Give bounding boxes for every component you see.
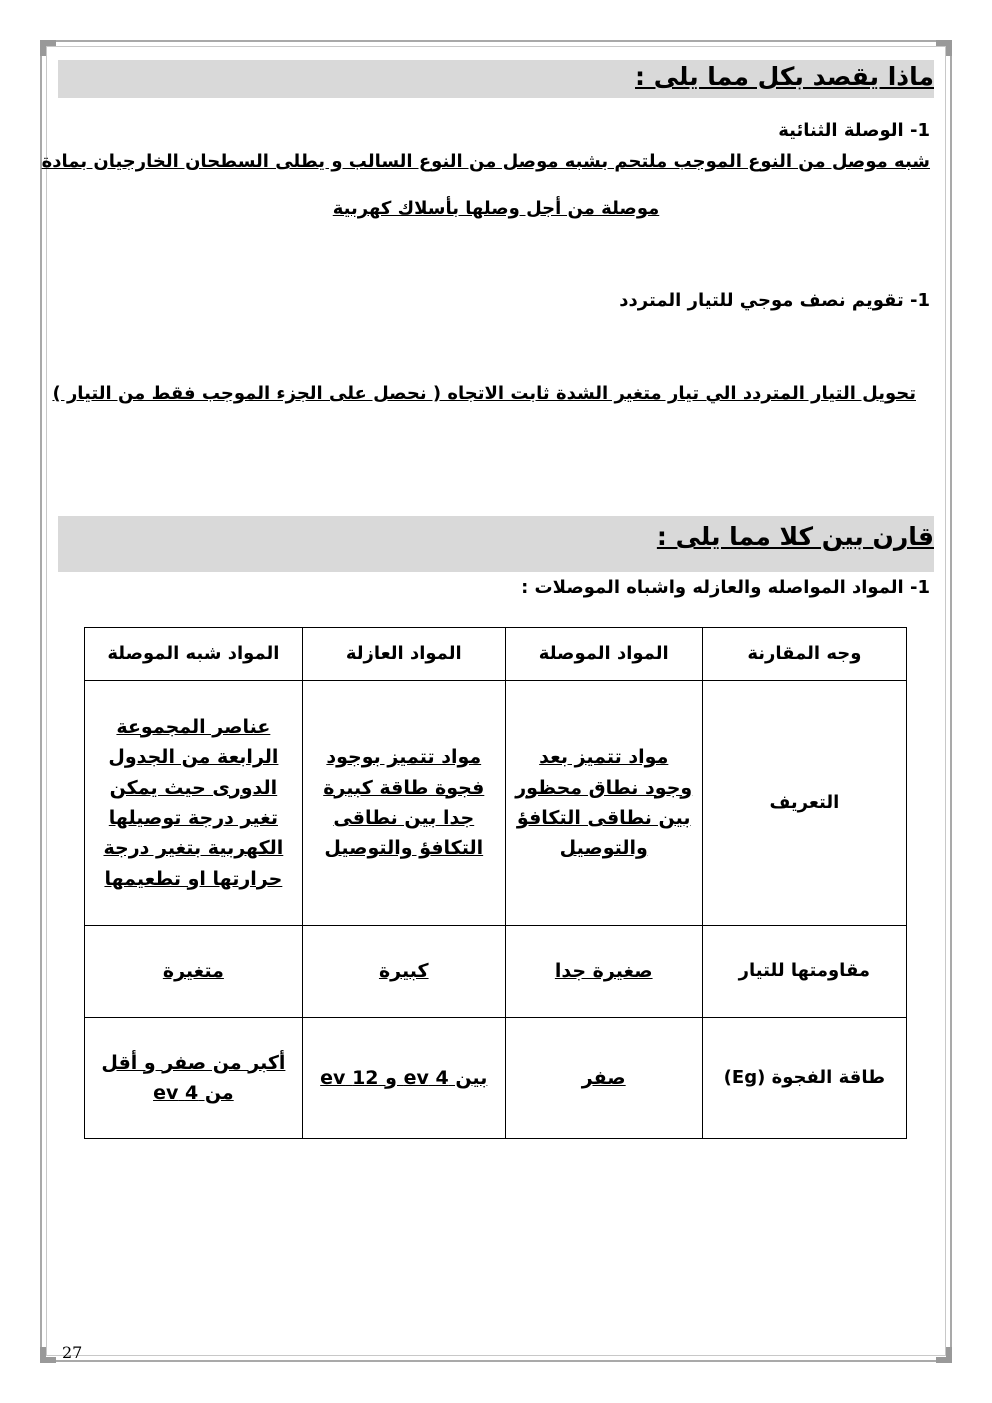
- section2-heading-band: [58, 516, 934, 572]
- section1-q1-answer-line2: موصلة من أجل وصلها بأسلاك كهربية: [332, 198, 660, 219]
- table-cell: بين 4 ev و 12 ev: [302, 1018, 505, 1139]
- section2-q1-label: 1- المواد المواصله والعازله واشباه الموصلات :: [521, 577, 930, 598]
- corner-ornament: [936, 40, 952, 56]
- table-cell: مواد تتميز بوجود فجوة طاقة كبيرة جدا بين نطاقى التكافؤ والتوصيل: [302, 681, 505, 926]
- table-cell: مواد تتميز بعد وجود نطاق محظور بين نطاقى التكافؤ والتوصيل: [505, 681, 702, 926]
- corner-ornament: [936, 1347, 952, 1363]
- table-row: [85, 926, 907, 1018]
- table-cell: عناصر المجموعة الرابعة من الجدول الدورى حيث يمكن تغير درجة توصيلها الكهربية بتغير درجة حرارتها او تطعيمها: [85, 681, 303, 926]
- section1-q1-answer-line1: شبه موصل من النوع الموجب ملتحم بشبه موصل من النوع السالب و يطلى السطحان الخارجيان بمادة: [41, 151, 930, 172]
- table-cell: صفر: [505, 1018, 702, 1139]
- table-header-cell: وجه المقارنة: [702, 628, 906, 681]
- section1-heading-band: [58, 60, 934, 98]
- table-cell: طاقة الفجوة (Eg): [702, 1018, 906, 1139]
- table-row: [85, 681, 907, 926]
- table-row: [85, 1018, 907, 1139]
- table-header-cell: المواد الموصلة: [505, 628, 702, 681]
- section2-heading: قارن بين كلا مما يلى :: [656, 522, 934, 551]
- section1-q1-label: 1- الوصلة الثنائية: [778, 120, 930, 141]
- table-cell: متغيرة: [85, 926, 303, 1018]
- page-number: 27: [62, 1343, 83, 1362]
- section1-heading: ماذا يقصد بكل مما يلى :: [635, 62, 934, 91]
- table-header-row: [85, 628, 907, 681]
- comparison-table: [84, 627, 907, 1139]
- table-cell: مقاومتها للتيار: [702, 926, 906, 1018]
- table-header-cell: المواد شبه الموصلة: [85, 628, 303, 681]
- section1-q2-label: 1- تقويم نصف موجي للتيار المتردد: [619, 290, 930, 311]
- corner-ornament: [40, 1347, 56, 1363]
- table-cell: أكبر من صفر و أقل من 4 ev: [85, 1018, 303, 1139]
- table-cell: صغيرة جدا: [505, 926, 702, 1018]
- table-header-cell: المواد العازلة: [302, 628, 505, 681]
- corner-ornament: [40, 40, 56, 56]
- table-cell: كبيرة: [302, 926, 505, 1018]
- section1-q2-answer: تحويل التيار المتردد الي تيار متغير الشدة ثابت الاتجاه ( نحصل على الجزء الموجب فقط من التيار ): [52, 383, 916, 404]
- table-cell: التعريف: [702, 681, 906, 926]
